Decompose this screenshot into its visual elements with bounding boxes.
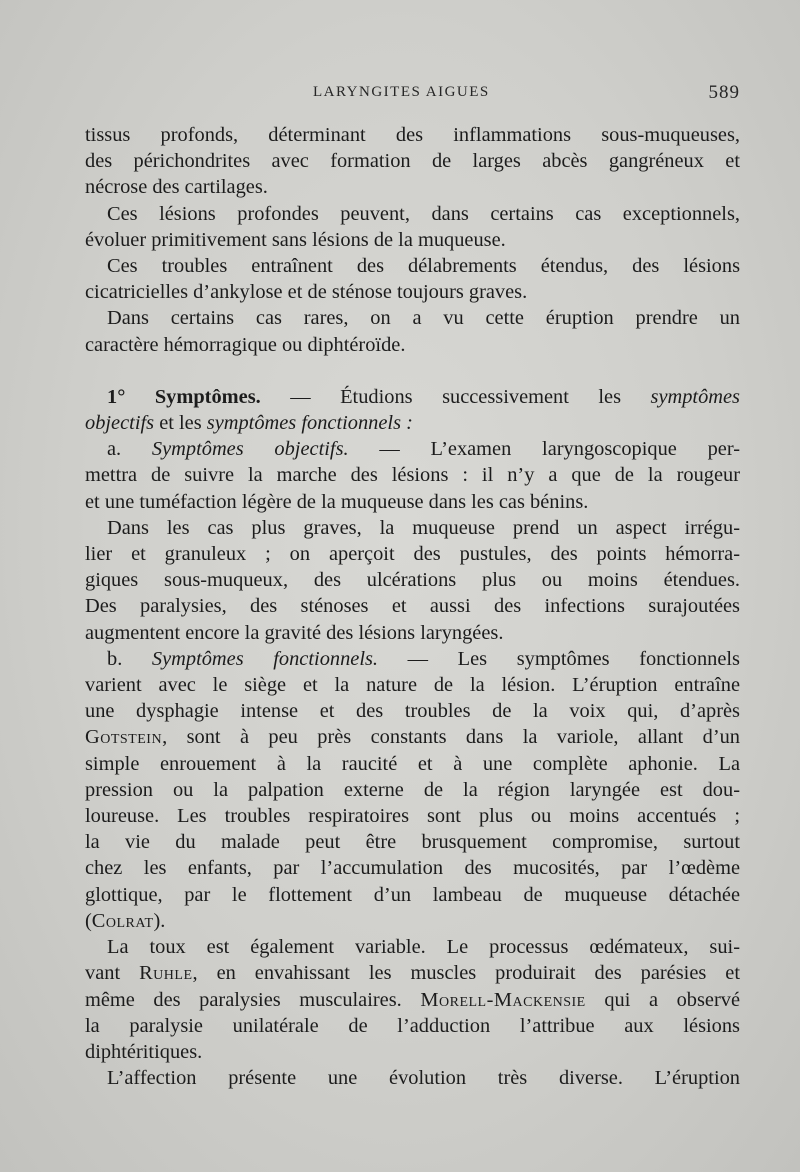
text-span: et les bbox=[154, 412, 207, 435]
author-name: Morell-Mackensie bbox=[420, 988, 586, 1011]
paragraph-lesions-profondes bbox=[85, 201, 740, 253]
paragraph-gap bbox=[85, 358, 740, 384]
text-line bbox=[85, 908, 740, 934]
text-line: Dans les cas plus graves, la muqueuse prend un aspect irrégu- bbox=[107, 516, 740, 539]
text-span: — Étudions successivement les bbox=[260, 385, 651, 408]
text-line: simple enrouement à la raucité et à une complète aphonie. La bbox=[85, 752, 740, 775]
text-line: caractère hémorragique ou diphtéroïde. bbox=[85, 333, 406, 356]
text-line: une dysphagie intense et des troubles de la voix qui, d’après bbox=[85, 700, 740, 723]
text-line bbox=[85, 987, 740, 1013]
text-span: — L’examen laryngoscopique per- bbox=[348, 438, 740, 461]
italic-span: Symptômes fonctionnels. bbox=[151, 647, 379, 670]
text-line: Des paralysies, des sténoses et aussi des infections surajoutées bbox=[85, 595, 740, 618]
text-line: chez les enfants, par l’accumulation des mucosités, par l’œdème bbox=[85, 857, 740, 880]
text-line: mettra de suivre la marche des lésions : il n’y a que de la rougeur bbox=[85, 464, 740, 487]
section-heading: 1° Symptômes. bbox=[107, 385, 261, 408]
text-line: la paralysie unilatérale de l’adduction l’attribue aux lésions bbox=[85, 1014, 740, 1037]
text-line bbox=[85, 724, 740, 750]
text-line bbox=[85, 410, 740, 436]
text-span: a. bbox=[107, 438, 152, 461]
text-line: Dans certains cas rares, on a vu cette éruption prendre un bbox=[107, 307, 740, 330]
text-line: La toux est également variable. Le processus œdémateux, sui- bbox=[107, 936, 740, 959]
text-line: pression ou la palpation externe de la région laryngée est dou- bbox=[85, 778, 740, 801]
text-line bbox=[85, 646, 740, 672]
page-header bbox=[85, 84, 740, 108]
text-line: évoluer primitivement sans lésions de la muqueuse. bbox=[85, 228, 506, 251]
text-span: — Les symptômes fonctionnels bbox=[378, 647, 740, 670]
text-line: la vie du malade peut être brusquement compromise, surtout bbox=[85, 831, 740, 854]
paragraph-toux bbox=[85, 934, 740, 1065]
body-text bbox=[85, 122, 740, 1091]
running-title: LARYNGITES AIGUES bbox=[313, 84, 490, 100]
text-line: varient avec le siège et la nature de la lésion. L’éruption entraîne bbox=[85, 674, 740, 697]
text-line: augmentent encore la gravité des lésions laryngées. bbox=[85, 621, 504, 644]
section-symptomes bbox=[85, 384, 740, 436]
text-line: nécrose des cartilages. bbox=[85, 176, 268, 199]
italic-span: objectifs bbox=[85, 412, 155, 435]
text-line bbox=[85, 436, 740, 462]
italic-span: symptômes fonctionnels : bbox=[206, 412, 413, 435]
text-span: b. bbox=[107, 647, 152, 670]
text-line: des périchondrites avec formation de larges abcès gangréneux et bbox=[85, 150, 740, 173]
italic-span: Symptômes objectifs. bbox=[151, 438, 349, 461]
text-span: , en envahissant les muscles produirait des parésies et bbox=[192, 962, 740, 985]
text-line: loureuse. Les troubles respiratoires sont plus ou moins accentués ; bbox=[85, 805, 740, 828]
paragraph-cas-rares bbox=[85, 305, 740, 357]
paragraph-symptomes-fonctionnels bbox=[85, 646, 740, 934]
paragraph-tissus bbox=[85, 122, 740, 201]
text-line: giques sous-muqueux, des ulcérations plus ou moins étendues. bbox=[85, 569, 740, 592]
text-span: vant bbox=[85, 962, 140, 985]
text-line: tissus profonds, déterminant des inflammations sous-muqueuses, bbox=[85, 124, 740, 146]
text-span: , sont à peu près constants dans la variole, allant d’un bbox=[162, 726, 740, 749]
text-line: cicatricielles d’ankylose et de sténose toujours graves. bbox=[85, 281, 528, 304]
text-line bbox=[85, 960, 740, 986]
paragraph-affection bbox=[85, 1065, 740, 1091]
text-line: et une tuméfaction légère de la muqueuse dans les cas bénins. bbox=[85, 490, 589, 513]
text-span: ). bbox=[153, 909, 166, 932]
author-name: Colrat bbox=[91, 909, 154, 932]
author-name: Ruhle bbox=[139, 962, 193, 985]
text-line: lier et granuleux ; on aperçoit des pustules, des points hémorra- bbox=[85, 543, 740, 566]
text-span: même des paralysies musculaires. bbox=[85, 988, 421, 1011]
italic-span: symptômes bbox=[650, 385, 740, 408]
text-line: L’affection présente une évolution très diverse. L’éruption bbox=[107, 1067, 740, 1090]
paragraph-troubles bbox=[85, 253, 740, 305]
text-span: ( bbox=[85, 909, 92, 932]
text-line: Ces lésions profondes peuvent, dans certains cas exceptionnels, bbox=[107, 202, 740, 225]
paragraph-cas-graves bbox=[85, 515, 740, 646]
text-line: diphtéritiques. bbox=[85, 1040, 203, 1063]
author-name: Gotstein bbox=[85, 726, 163, 749]
text-span: qui a observé bbox=[585, 988, 741, 1011]
text-line: glottique, par le flottement d’un lambeau de muqueuse détachée bbox=[85, 883, 740, 906]
text-line: Ces troubles entraînent des délabrements étendus, des lésions bbox=[107, 255, 740, 278]
paragraph-symptomes-objectifs bbox=[85, 436, 740, 515]
page-number: 589 bbox=[708, 82, 740, 103]
text-line bbox=[85, 384, 740, 410]
